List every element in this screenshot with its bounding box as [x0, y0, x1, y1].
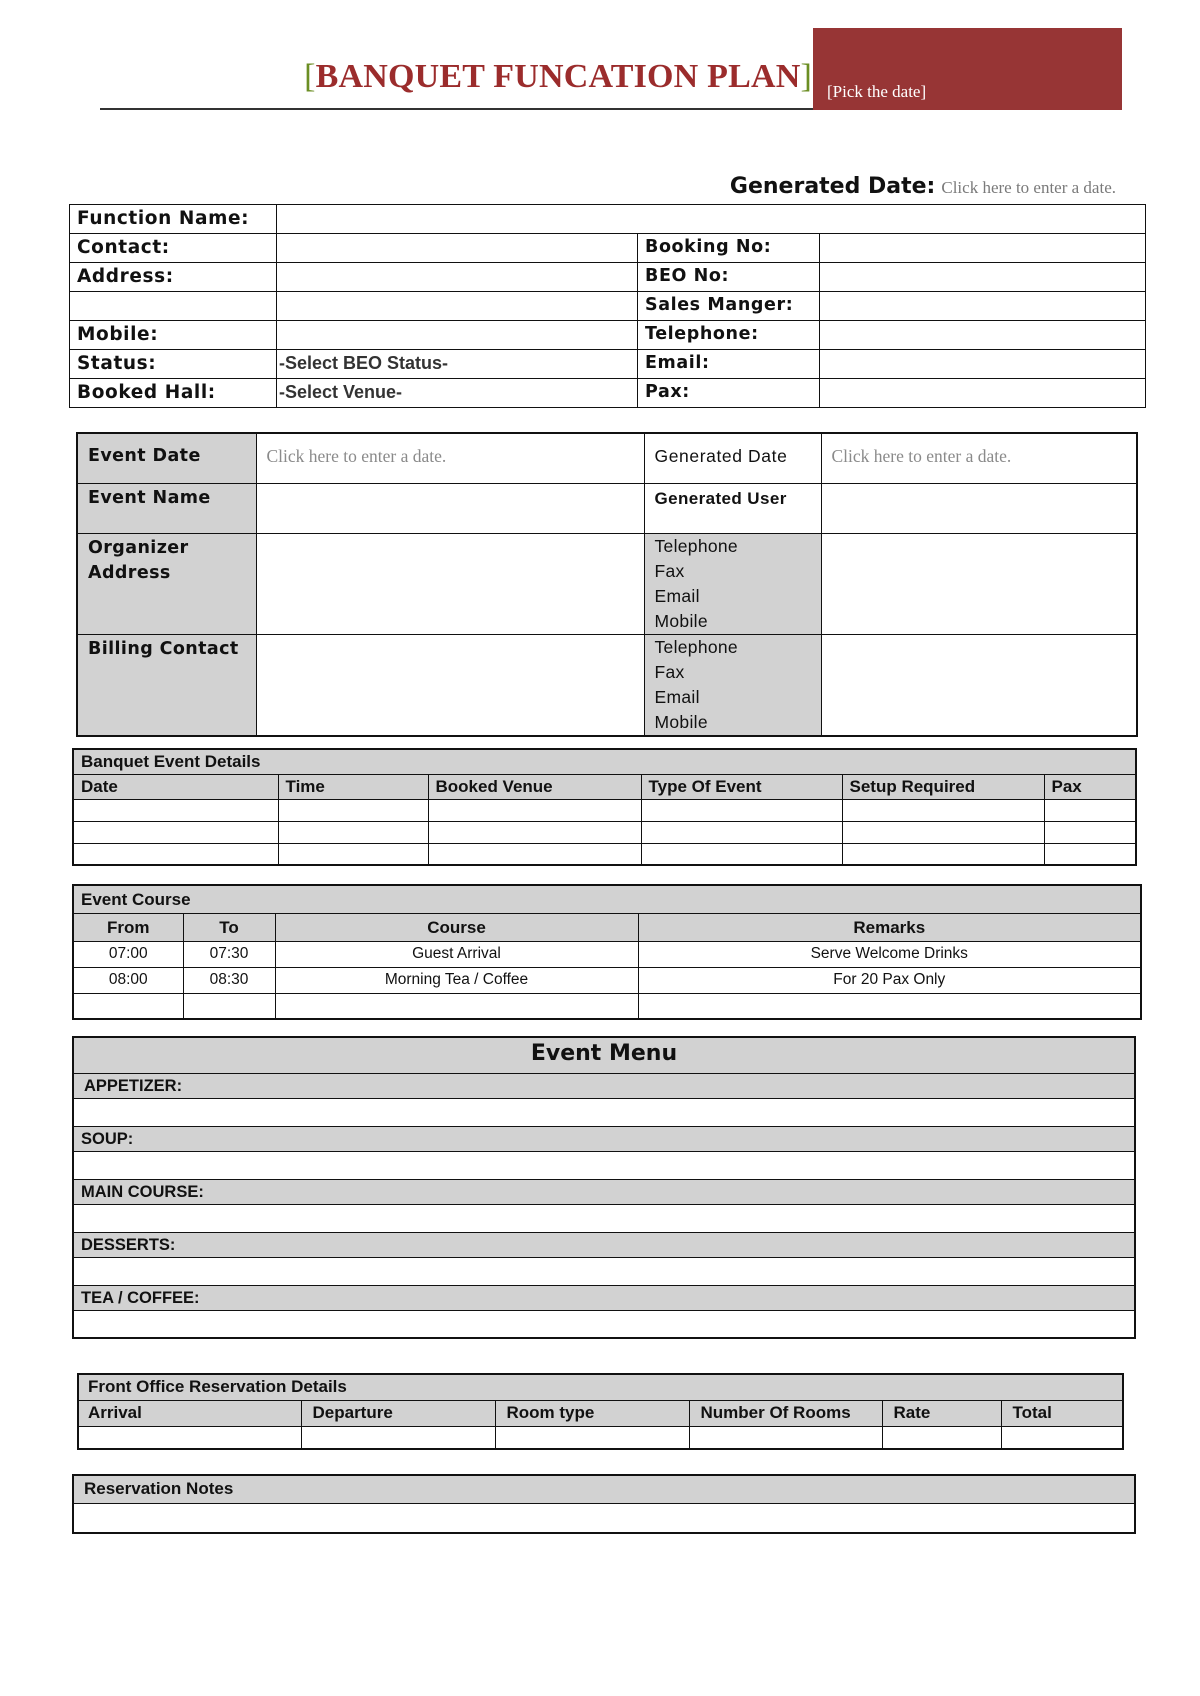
status-select[interactable]: -Select BEO Status-	[277, 350, 638, 379]
menu-category-tea-coffee: TEA / COFFEE:	[73, 1285, 1135, 1310]
function-name-label: Function Name:	[70, 205, 277, 234]
reservation-notes-title: Reservation Notes	[73, 1475, 1135, 1503]
table-row	[78, 1426, 1123, 1449]
col-header-from: From	[73, 913, 183, 941]
generated-date-line	[730, 174, 1116, 199]
organizer-address-field[interactable]	[256, 533, 644, 634]
table-cell[interactable]	[73, 799, 278, 821]
col-header-arrival: Arrival	[78, 1400, 301, 1426]
table-cell[interactable]	[842, 821, 1044, 843]
table-cell[interactable]	[278, 799, 428, 821]
table-cell[interactable]	[278, 843, 428, 865]
title-underline	[100, 108, 814, 110]
billing-contact-field[interactable]	[256, 634, 644, 736]
email-label: Email:	[638, 350, 820, 379]
organizer-mobile-label: Mobile	[654, 610, 708, 631]
menu-category-soup: SOUP:	[73, 1126, 1135, 1151]
table-row	[73, 821, 1136, 843]
table-row	[73, 967, 1141, 993]
col-header-rate: Rate	[882, 1400, 1001, 1426]
telephone-label: Telephone:	[638, 321, 820, 350]
col-header-setup-required: Setup Required	[842, 774, 1044, 799]
title-label: BANQUET FUNCATION PLAN	[315, 58, 801, 95]
course-remarks[interactable]: For 20 Pax Only	[638, 967, 1141, 993]
table-row	[73, 941, 1141, 967]
table-cell[interactable]	[301, 1426, 495, 1449]
event-course-table	[72, 884, 1142, 1020]
table-row	[73, 843, 1136, 865]
address-field[interactable]	[277, 263, 638, 292]
booking-no-label: Booking No:	[638, 234, 820, 263]
title-bracket-open: [	[304, 58, 316, 95]
col-header-room-type: Room type	[495, 1400, 689, 1426]
col-header-date: Date	[73, 774, 278, 799]
table-cell[interactable]	[1044, 821, 1136, 843]
event-menu-table	[72, 1036, 1136, 1339]
col-header-total: Total	[1001, 1400, 1123, 1426]
table-cell[interactable]	[641, 821, 842, 843]
table-cell[interactable]	[495, 1426, 689, 1449]
billing-telephone-label: Telephone	[654, 636, 738, 657]
col-header-booked-venue: Booked Venue	[428, 774, 641, 799]
menu-soup-field[interactable]	[73, 1151, 1135, 1179]
reservation-notes-table	[72, 1474, 1136, 1534]
table-cell[interactable]	[1044, 843, 1136, 865]
event-date-label: Event Date	[77, 433, 256, 483]
generated-date-cell-label: Generated Date	[644, 433, 821, 483]
billing-contact-label: Billing Contact	[77, 634, 256, 736]
menu-appetizer-field[interactable]	[73, 1098, 1135, 1126]
status-label: Status:	[70, 350, 277, 379]
date-picker-box[interactable]	[813, 28, 1122, 110]
course-name[interactable]: Morning Tea / Coffee	[275, 967, 638, 993]
mobile-field[interactable]	[277, 321, 638, 350]
organizer-fax-label: Fax	[654, 560, 685, 581]
table-cell[interactable]	[641, 843, 842, 865]
generated-date-cell-field[interactable]: Click here to enter a date.	[821, 433, 1137, 483]
venue-select[interactable]: -Select Venue-	[277, 379, 638, 408]
front-office-reservation-table	[77, 1373, 1124, 1450]
billing-contact-labels	[644, 634, 821, 736]
billing-contact-info-field[interactable]	[821, 634, 1137, 736]
col-header-time: Time	[278, 774, 428, 799]
col-header-to: To	[183, 913, 275, 941]
sales-manager-label: Sales Manger:	[638, 292, 820, 321]
table-cell[interactable]	[1001, 1426, 1123, 1449]
event-name-field[interactable]	[256, 483, 644, 533]
course-from[interactable]: 08:00	[73, 967, 183, 993]
reservation-notes-field[interactable]	[73, 1503, 1135, 1533]
front-office-title: Front Office Reservation Details	[78, 1374, 1123, 1400]
course-to[interactable]: 08:30	[183, 967, 275, 993]
table-cell[interactable]	[638, 993, 1141, 1019]
generated-date-label: Generated Date:	[729, 174, 936, 199]
col-header-number-of-rooms: Number Of Rooms	[689, 1400, 882, 1426]
address-extra-label	[70, 292, 277, 321]
menu-main-course-field[interactable]	[73, 1204, 1135, 1232]
title-bracket-close: ]	[800, 58, 812, 95]
col-header-course: Course	[275, 913, 638, 941]
menu-tea-coffee-field[interactable]	[73, 1310, 1135, 1338]
beo-no-label: BEO No:	[638, 263, 820, 292]
generated-user-field[interactable]	[821, 483, 1137, 533]
table-cell[interactable]	[275, 993, 638, 1019]
table-cell[interactable]	[1044, 799, 1136, 821]
table-row	[73, 799, 1136, 821]
table-cell[interactable]	[842, 843, 1044, 865]
col-header-pax: Pax	[1044, 774, 1136, 799]
organizer-contact-field[interactable]	[821, 533, 1137, 634]
table-cell[interactable]	[78, 1426, 301, 1449]
banquet-details-title: Banquet Event Details	[73, 749, 1136, 774]
event-date-field[interactable]: Click here to enter a date.	[256, 433, 644, 483]
address-line2-field[interactable]	[277, 292, 638, 321]
organizer-contact-labels	[644, 533, 821, 634]
table-cell[interactable]	[428, 799, 641, 821]
table-cell[interactable]	[689, 1426, 882, 1449]
event-menu-title: Event Menu	[73, 1037, 1135, 1073]
table-cell[interactable]	[73, 843, 278, 865]
table-cell[interactable]	[428, 821, 641, 843]
mobile-label: Mobile:	[70, 321, 277, 350]
course-from[interactable]: 07:00	[73, 941, 183, 967]
table-cell[interactable]	[73, 993, 183, 1019]
pax-label: Pax:	[638, 379, 820, 408]
organizer-telephone-label: Telephone	[654, 535, 738, 556]
email-field[interactable]	[820, 350, 1146, 379]
table-cell[interactable]	[73, 821, 278, 843]
event-detail-table	[76, 432, 1138, 737]
table-cell[interactable]	[641, 799, 842, 821]
table-cell[interactable]	[428, 843, 641, 865]
organizer-label: Organizer	[88, 537, 189, 558]
billing-email-label: Email	[654, 686, 700, 707]
menu-category-desserts: DESSERTS:	[73, 1232, 1135, 1257]
course-to[interactable]: 07:30	[183, 941, 275, 967]
pax-field[interactable]	[820, 379, 1146, 408]
course-remarks[interactable]: Serve Welcome Drinks	[638, 941, 1141, 967]
contact-field[interactable]	[277, 234, 638, 263]
generated-user-label: Generated User	[644, 483, 821, 533]
function-info-table	[69, 204, 1146, 408]
document-header	[100, 28, 1122, 110]
billing-fax-label: Fax	[654, 661, 685, 682]
table-row	[73, 993, 1141, 1019]
address-sub-label: Address	[88, 562, 171, 583]
event-course-title: Event Course	[73, 885, 1141, 913]
document-title	[100, 58, 812, 96]
table-cell[interactable]	[882, 1426, 1001, 1449]
telephone-field[interactable]	[820, 321, 1146, 350]
course-name[interactable]: Guest Arrival	[275, 941, 638, 967]
event-name-label: Event Name	[77, 483, 256, 533]
menu-desserts-field[interactable]	[73, 1257, 1135, 1285]
date-picker-placeholder[interactable]: [Pick the date]	[827, 82, 927, 101]
table-cell[interactable]	[842, 799, 1044, 821]
beo-no-field[interactable]	[820, 263, 1146, 292]
sales-manager-field[interactable]	[820, 292, 1146, 321]
booked-hall-label: Booked Hall:	[70, 379, 277, 408]
function-name-field[interactable]	[277, 205, 1146, 234]
organizer-email-label: Email	[654, 585, 700, 606]
menu-category-appetizer: APPETIZER:	[73, 1073, 1135, 1098]
table-cell[interactable]	[183, 993, 275, 1019]
organizer-address-label	[77, 533, 256, 634]
address-label: Address:	[70, 263, 277, 292]
table-cell[interactable]	[278, 821, 428, 843]
col-header-remarks: Remarks	[638, 913, 1141, 941]
menu-category-main-course: MAIN COURSE:	[73, 1179, 1135, 1204]
col-header-type-of-event: Type Of Event	[641, 774, 842, 799]
col-header-departure: Departure	[301, 1400, 495, 1426]
booking-no-field[interactable]	[820, 234, 1146, 263]
billing-mobile-label: Mobile	[654, 711, 708, 732]
contact-label: Contact:	[70, 234, 277, 263]
banquet-event-details-table	[72, 748, 1137, 866]
generated-date-field[interactable]: Click here to enter a date.	[941, 178, 1116, 197]
